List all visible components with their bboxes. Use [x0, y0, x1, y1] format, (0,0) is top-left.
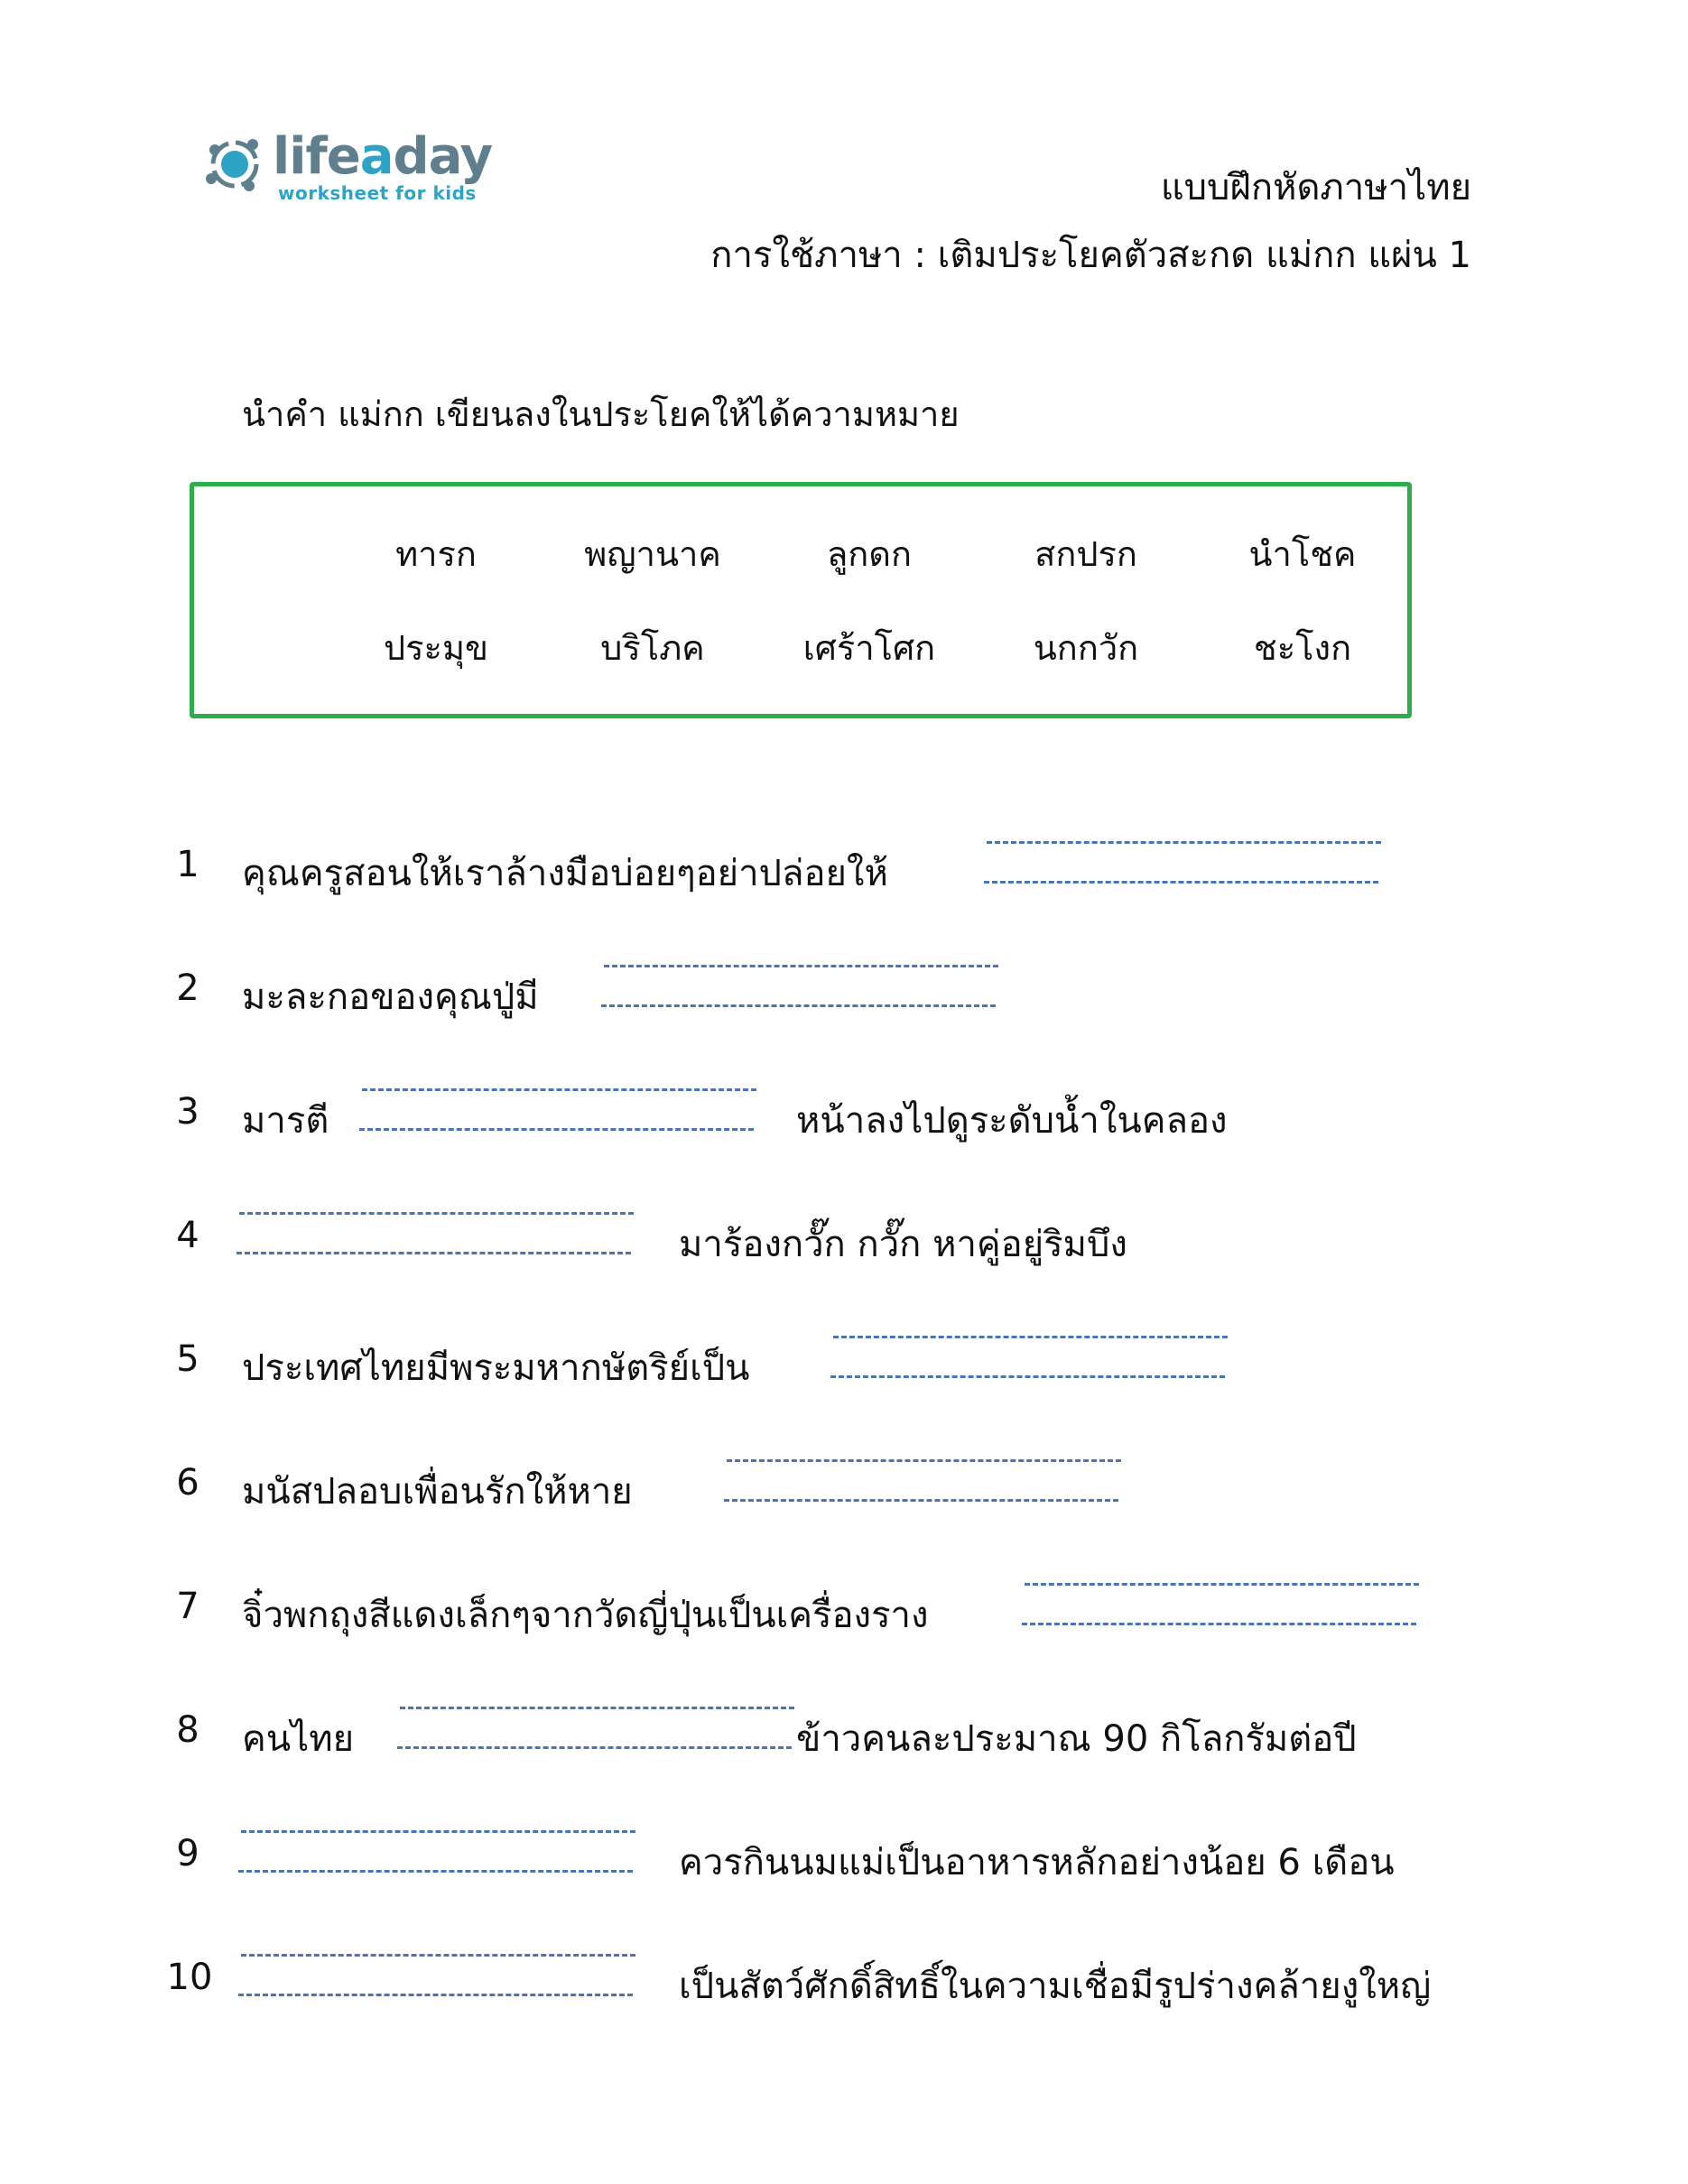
word-bank-item: สกปรก	[1034, 534, 1137, 574]
question-number: 1	[176, 844, 199, 885]
question-number: 10	[166, 1957, 213, 1998]
answer-blank[interactable]	[601, 965, 998, 1004]
logo-tagline: worksheet for kids	[278, 182, 477, 204]
question-text-before: ประเทศไทยมีพระมหากษัตริย์เป็น	[242, 1347, 750, 1389]
question-row-10	[0, 1957, 1688, 2038]
word-bank-box	[190, 482, 1412, 718]
word-bank-item: ทารก	[395, 534, 477, 574]
question-number: 6	[176, 1462, 199, 1504]
question-row-5	[0, 1338, 1688, 1420]
answer-blank[interactable]	[984, 841, 1381, 881]
lifeaday-logo	[200, 126, 493, 217]
question-row-3	[0, 1091, 1688, 1172]
answer-blank[interactable]	[359, 1088, 756, 1128]
worksheet-title: แบบฝึกหัดภาษาไทย	[1160, 167, 1471, 208]
question-row-4	[0, 1215, 1688, 1296]
question-number: 4	[176, 1215, 199, 1256]
question-text-before: มะละกอของคุณปู่มี	[242, 976, 539, 1018]
question-number: 2	[176, 967, 199, 1009]
question-text-after: ข้าวคนละประมาณ 90 กิโลกรัมต่อปี	[796, 1718, 1357, 1760]
question-row-6	[0, 1462, 1688, 1543]
answer-blank[interactable]	[397, 1707, 794, 1746]
question-row-7	[0, 1586, 1688, 1667]
answer-blank[interactable]	[1022, 1583, 1419, 1623]
question-text-before: จิ๋วพกถุงสีแดงเล็กๆจากวัดญี่ปุ่นเป็นเครื่องราง	[242, 1595, 929, 1636]
question-text-before: คนไทย	[242, 1718, 355, 1760]
answer-blank[interactable]	[238, 1954, 635, 1994]
word-bank-item: พญานาค	[584, 534, 721, 574]
question-text-after: เป็นสัตว์ศักดิ์สิทธิ์ในความเชื่อมีรูปร่างคล้ายงูใหญ่	[679, 1966, 1432, 2007]
question-number: 7	[176, 1586, 199, 1627]
question-text-after: หน้าลงไปดูระดับน้ำในคลอง	[796, 1100, 1228, 1142]
answer-blank[interactable]	[237, 1212, 634, 1252]
question-text-before: คุณครูสอนให้เราล้างมือบ่อยๆอย่าปล่อยให้	[242, 853, 888, 894]
question-number: 9	[176, 1833, 199, 1874]
question-row-2	[0, 967, 1688, 1049]
question-number: 3	[176, 1091, 199, 1133]
question-number: 8	[176, 1709, 199, 1751]
answer-blank[interactable]	[724, 1459, 1121, 1499]
word-bank-item: บริโภค	[600, 628, 705, 668]
molecule-logo-icon	[200, 132, 265, 197]
word-bank-item: นำโชค	[1248, 534, 1357, 574]
word-bank-item: ประมุข	[384, 628, 488, 668]
answer-blank[interactable]	[830, 1336, 1228, 1375]
word-bank-item: นกกวัก	[1033, 628, 1139, 668]
answer-blank[interactable]	[238, 1830, 635, 1870]
question-row-8	[0, 1709, 1688, 1791]
question-text-after: ควรกินนมแม่เป็นอาหารหลักอย่างน้อย 6 เดือน	[679, 1842, 1395, 1883]
question-row-9	[0, 1833, 1688, 1914]
question-row-1	[0, 844, 1688, 925]
word-bank-item: เศร้าโศก	[802, 628, 936, 668]
worksheet-subtitle: การใช้ภาษา : เติมประโยคตัวสะกด แม่กก แผ่น 1	[710, 235, 1471, 276]
logo-wordmark: lifeaday	[273, 127, 493, 186]
question-text-before: มารตี	[242, 1100, 329, 1142]
question-text-after: มาร้องกวั๊ก กวั๊ก หาคู่อยู่ริมบึง	[679, 1224, 1127, 1265]
question-text-before: มนัสปลอบเพื่อนรักให้หาย	[242, 1471, 633, 1513]
instruction-text: นำคำ แม่กก เขียนลงในประโยคให้ได้ความหมาย	[242, 394, 960, 434]
word-bank-item: ชะโงก	[1253, 628, 1352, 668]
question-number: 5	[176, 1338, 199, 1380]
word-bank-item: ลูกดก	[827, 534, 912, 574]
